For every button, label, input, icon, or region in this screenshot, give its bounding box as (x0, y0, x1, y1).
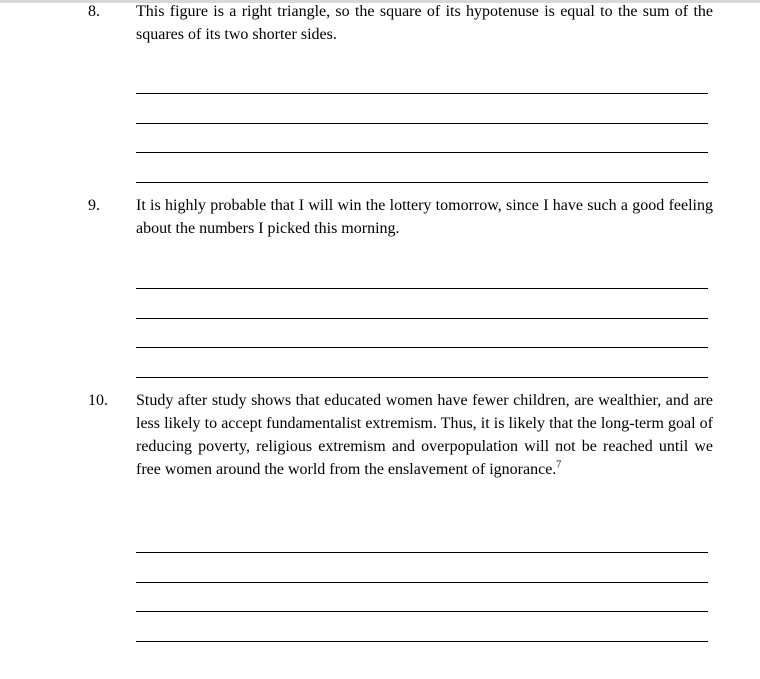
answer-line[interactable] (136, 347, 708, 348)
answer-line[interactable] (136, 152, 708, 153)
question-text-body: This figure is a right triangle, so the square of its hypotenuse is equal to the sum of the squares of its two shorter sides. (136, 3, 713, 43)
question-text-body: Study after study shows that educated women have fewer children, are wealthier, and are less likely to accept fundamentalist extremism. Thus, it is likely that the long-term goal of reducing poverty, religious extremism and overpopulation will not be reached until we free women around the world from the enslavement of ignorance. (136, 392, 713, 478)
question-number: 9. (88, 197, 100, 214)
question-number: 10. (88, 392, 108, 409)
answer-line[interactable] (136, 123, 708, 124)
answer-line[interactable] (136, 582, 708, 583)
question-text-body: It is highly probable that I will win the lottery tomorrow, since I have such a good feeling about the numbers I picked this morning. (136, 197, 713, 237)
answer-line[interactable] (136, 182, 708, 183)
answer-line[interactable] (136, 288, 708, 289)
answer-line[interactable] (136, 552, 708, 553)
question-text (136, 194, 713, 240)
answer-line[interactable] (136, 641, 708, 642)
answer-line[interactable] (136, 93, 708, 94)
question-text (136, 0, 713, 46)
footnote-marker[interactable]: 7 (556, 459, 562, 471)
answer-line[interactable] (136, 377, 708, 378)
question-number: 8. (88, 3, 100, 20)
answer-line[interactable] (136, 318, 708, 319)
question-text (136, 389, 713, 481)
answer-line[interactable] (136, 611, 708, 612)
